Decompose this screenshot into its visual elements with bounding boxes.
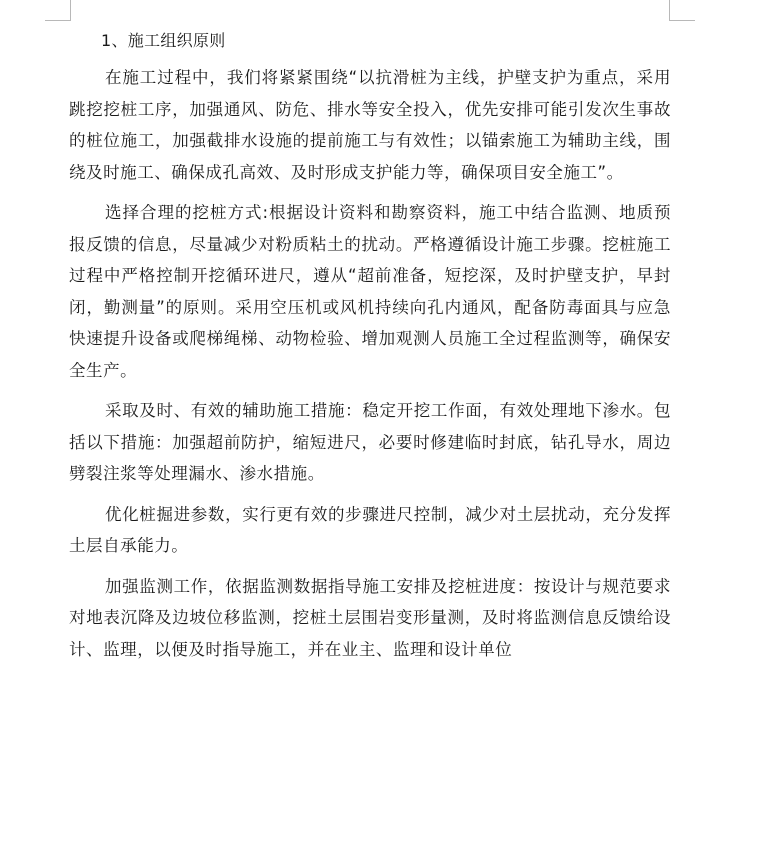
paragraph-monitoring: 加强监测工作，依据监测数据指导施工安排及挖桩进度：按设计与规范要求对地表沉降及边坡位移监测，挖桩土层围岩变形量测，及时将监测信息反馈给设计、监理，以便及时指导施工，并在业主、监理和设计单位	[69, 576, 671, 659]
section-heading: 1、施工组织原则	[101, 31, 226, 50]
top-right-crop-mark	[669, 0, 695, 21]
paragraph-auxiliary-measures: 采取及时、有效的辅助施工措施：稳定开挖工作面，有效处理地下渗水。包括以下措施：加强超前防护，缩短进尺，必要时修建临时封底，钻孔导水，周边劈裂注浆等处理漏水、渗水措施。	[69, 401, 671, 483]
top-left-crop-mark	[45, 0, 71, 21]
document-body	[69, 26, 671, 674]
paragraph-excavation-method: 选择合理的挖桩方式:根据设计资料和勘察资料，施工中结合监测、地质预报反馈的信息，尽量减少对粉质粘土的扰动。严格遵循设计施工步骤。挖桩施工过程中严格控制开挖循环进尺，遵从“超前准备，短挖深，及时护壁支护，早封闭，勤测量”的原则。采用空压机或风机持续向孔内通风，配备防毒面具与应急快速提升设备或爬梯绳梯、动物检验、增加观测人员施工全过程监测等，确保安全生产。	[69, 203, 671, 380]
paragraph-optimize-parameters: 优化桩掘进参数，实行更有效的步骤进尺控制，减少对土层扰动，充分发挥土层自承能力。	[69, 504, 671, 555]
paragraph-principles: 在施工过程中，我们将紧紧围绕“以抗滑桩为主线，护壁支护为重点，采用跳挖挖桩工序，加强通风、防危、排水等安全投入，优先安排可能引发次生事故的桩位施工，加强截排水设施的提前施工与有效性；以锚索施工为辅助主线，围绕及时施工、确保成孔高效、及时形成支护能力等，确保项目安全施工”。	[69, 68, 671, 182]
